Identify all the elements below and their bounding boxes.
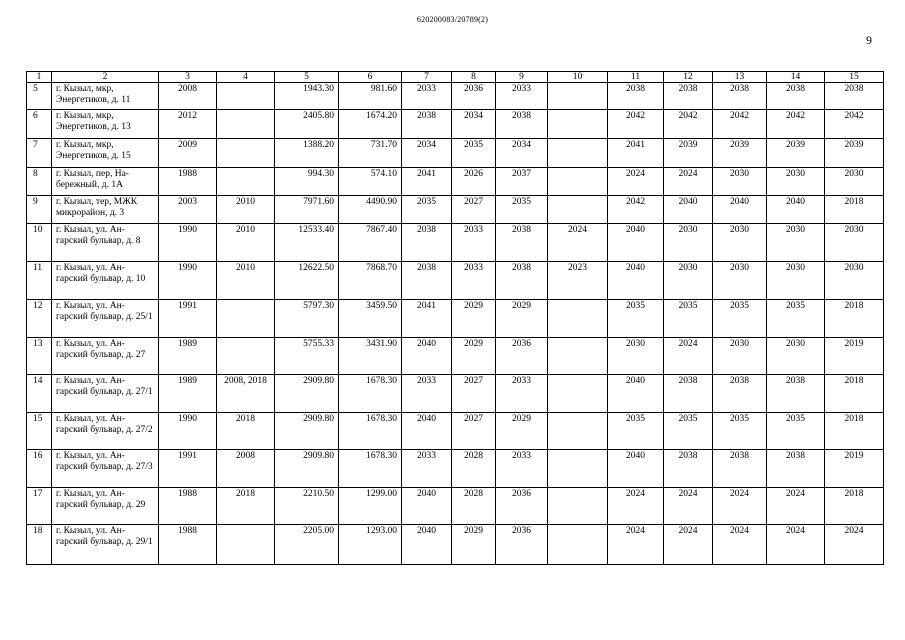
table-cell: 2038 bbox=[608, 83, 664, 110]
table-cell: 2030 bbox=[713, 262, 767, 300]
table-cell: 2008, 2018 bbox=[217, 375, 275, 413]
table-cell: 2033 bbox=[496, 450, 548, 488]
table-cell: 2029 bbox=[452, 525, 496, 565]
column-header: 15 bbox=[825, 72, 884, 83]
table-cell: 2038 bbox=[496, 224, 548, 262]
table-cell: 2035 bbox=[713, 300, 767, 338]
table-cell: 2008 bbox=[159, 83, 217, 110]
table-cell: 2030 bbox=[664, 224, 713, 262]
table-cell: 2023 bbox=[548, 262, 608, 300]
table-cell: 2038 bbox=[664, 450, 713, 488]
column-header: 5 bbox=[275, 72, 339, 83]
table-cell: 2024 bbox=[767, 488, 825, 525]
page-number: 9 bbox=[866, 33, 872, 47]
table-cell: 12622.50 bbox=[275, 262, 339, 300]
table-cell: 2035 bbox=[664, 300, 713, 338]
table-cell: 1388.20 bbox=[275, 139, 339, 168]
table-cell: 2038 bbox=[402, 262, 452, 300]
address-cell: г. Кызыл, ул. Ан-гарский бульвар, д. 25/1 bbox=[52, 300, 159, 338]
table-cell: 2042 bbox=[608, 196, 664, 224]
table-cell: 2041 bbox=[402, 300, 452, 338]
row-number: 8 bbox=[27, 168, 52, 196]
table-cell: 2035 bbox=[713, 413, 767, 450]
table-cell: 981.60 bbox=[339, 83, 402, 110]
table-cell: 994.30 bbox=[275, 168, 339, 196]
table-cell: 2003 bbox=[159, 196, 217, 224]
table-cell bbox=[548, 83, 608, 110]
table-cell bbox=[217, 139, 275, 168]
table-cell bbox=[548, 168, 608, 196]
table-cell: 2010 bbox=[217, 196, 275, 224]
table-cell: 1990 bbox=[159, 413, 217, 450]
row-number: 5 bbox=[27, 83, 52, 110]
table-cell: 2038 bbox=[767, 375, 825, 413]
table-cell: 7868.70 bbox=[339, 262, 402, 300]
table-cell: 1988 bbox=[159, 525, 217, 565]
table-cell: 2040 bbox=[608, 262, 664, 300]
table-cell: 1989 bbox=[159, 338, 217, 375]
table-cell: 2042 bbox=[767, 110, 825, 139]
table-cell: 2028 bbox=[452, 450, 496, 488]
table-row bbox=[27, 224, 884, 262]
table-cell: 7971.60 bbox=[275, 196, 339, 224]
table-cell: 2035 bbox=[664, 413, 713, 450]
column-header: 9 bbox=[496, 72, 548, 83]
table-cell: 2030 bbox=[713, 338, 767, 375]
table-cell: 2033 bbox=[452, 262, 496, 300]
column-header: 13 bbox=[713, 72, 767, 83]
table-cell bbox=[548, 300, 608, 338]
table-header-row bbox=[27, 72, 884, 83]
table-cell: 2030 bbox=[767, 262, 825, 300]
table-cell: 2029 bbox=[496, 413, 548, 450]
address-cell: г. Кызыл, ул. Ан-гарский бульвар, д. 27/3 bbox=[52, 450, 159, 488]
row-number: 17 bbox=[27, 488, 52, 525]
table-cell: 2024 bbox=[664, 168, 713, 196]
table-cell: 2040 bbox=[402, 488, 452, 525]
table-cell: 1943.30 bbox=[275, 83, 339, 110]
table-cell: 2042 bbox=[664, 110, 713, 139]
table-cell: 2035 bbox=[767, 300, 825, 338]
table-cell: 2040 bbox=[402, 338, 452, 375]
table-cell: 2024 bbox=[664, 525, 713, 565]
table-cell: 1990 bbox=[159, 224, 217, 262]
table-cell bbox=[548, 139, 608, 168]
table-cell: 2042 bbox=[608, 110, 664, 139]
table-cell: 2029 bbox=[452, 300, 496, 338]
table-cell: 1988 bbox=[159, 488, 217, 525]
table-cell: 2042 bbox=[825, 110, 884, 139]
table-cell: 2405.80 bbox=[275, 110, 339, 139]
table-cell: 2026 bbox=[452, 168, 496, 196]
table-cell: 2909.80 bbox=[275, 375, 339, 413]
table-cell: 2040 bbox=[402, 413, 452, 450]
table-cell: 2038 bbox=[664, 83, 713, 110]
table-cell bbox=[548, 110, 608, 139]
table-cell: 2034 bbox=[452, 110, 496, 139]
table-cell: 2038 bbox=[402, 110, 452, 139]
table-cell: 2040 bbox=[767, 196, 825, 224]
table-cell: 2034 bbox=[496, 139, 548, 168]
table-cell: 2033 bbox=[496, 83, 548, 110]
table-row bbox=[27, 450, 884, 488]
row-number: 18 bbox=[27, 525, 52, 565]
table-cell: 574.10 bbox=[339, 168, 402, 196]
table-cell: 2033 bbox=[402, 450, 452, 488]
column-header: 11 bbox=[608, 72, 664, 83]
table-cell: 2041 bbox=[608, 139, 664, 168]
table-cell: 2035 bbox=[452, 139, 496, 168]
table-cell: 2018 bbox=[217, 488, 275, 525]
table-cell: 2027 bbox=[452, 375, 496, 413]
table-cell: 2024 bbox=[713, 488, 767, 525]
table-cell: 2035 bbox=[767, 413, 825, 450]
table-cell: 1988 bbox=[159, 168, 217, 196]
table-cell: 3459.50 bbox=[339, 300, 402, 338]
table-cell: 2024 bbox=[608, 525, 664, 565]
table-cell: 2019 bbox=[825, 450, 884, 488]
table-cell: 2039 bbox=[664, 139, 713, 168]
table-cell: 1678.30 bbox=[339, 413, 402, 450]
column-header: 3 bbox=[159, 72, 217, 83]
table-cell: 2024 bbox=[664, 488, 713, 525]
table-cell: 2040 bbox=[608, 224, 664, 262]
table-cell: 2039 bbox=[825, 139, 884, 168]
table-cell: 2040 bbox=[608, 375, 664, 413]
table-cell: 2033 bbox=[402, 83, 452, 110]
table-row bbox=[27, 196, 884, 224]
table-cell: 1678.30 bbox=[339, 450, 402, 488]
address-cell: г. Кызыл, ул. Ан-гарский бульвар, д. 27/2 bbox=[52, 413, 159, 450]
column-header: 7 bbox=[402, 72, 452, 83]
table-cell: 2035 bbox=[496, 196, 548, 224]
table-cell: 1991 bbox=[159, 300, 217, 338]
table-cell: 2024 bbox=[713, 525, 767, 565]
table-cell: 2035 bbox=[608, 300, 664, 338]
table-row bbox=[27, 262, 884, 300]
table-cell: 2024 bbox=[825, 525, 884, 565]
table-cell bbox=[548, 196, 608, 224]
document-id: 620200083/20789(2) bbox=[416, 15, 489, 24]
table-cell: 2033 bbox=[496, 375, 548, 413]
table-cell bbox=[548, 375, 608, 413]
table-cell bbox=[548, 525, 608, 565]
table-cell: 2038 bbox=[664, 375, 713, 413]
column-header: 14 bbox=[767, 72, 825, 83]
table-row bbox=[27, 338, 884, 375]
column-header: 8 bbox=[452, 72, 496, 83]
table-cell: 5797.30 bbox=[275, 300, 339, 338]
table-cell: 2205.00 bbox=[275, 525, 339, 565]
table-row bbox=[27, 110, 884, 139]
table-cell bbox=[217, 83, 275, 110]
table-cell: 2039 bbox=[767, 139, 825, 168]
table-cell: 2024 bbox=[664, 338, 713, 375]
table-cell: 4490.90 bbox=[339, 196, 402, 224]
table-row bbox=[27, 375, 884, 413]
table-cell: 2042 bbox=[713, 110, 767, 139]
table-cell: 2030 bbox=[825, 262, 884, 300]
row-number: 13 bbox=[27, 338, 52, 375]
table-cell: 2036 bbox=[496, 525, 548, 565]
table-cell: 2038 bbox=[825, 83, 884, 110]
table-cell bbox=[217, 338, 275, 375]
table-cell: 2909.80 bbox=[275, 450, 339, 488]
table-cell: 2029 bbox=[452, 338, 496, 375]
table-cell: 2040 bbox=[713, 196, 767, 224]
table-row bbox=[27, 525, 884, 565]
address-cell: г. Кызыл, ул. Ан-гарский бульвар, д. 8 bbox=[52, 224, 159, 262]
table-cell: 2027 bbox=[452, 413, 496, 450]
table-cell: 2030 bbox=[767, 168, 825, 196]
table-cell: 2030 bbox=[713, 224, 767, 262]
address-cell: г. Кызыл, ул. Ан-гарский бульвар, д. 10 bbox=[52, 262, 159, 300]
table-cell: 2018 bbox=[825, 413, 884, 450]
table-cell: 3431.90 bbox=[339, 338, 402, 375]
address-cell: г. Кызыл, мкр, Энергетиков, д. 11 bbox=[52, 83, 159, 110]
table-cell: 2024 bbox=[767, 525, 825, 565]
table-cell: 2030 bbox=[767, 338, 825, 375]
table-cell: 2024 bbox=[608, 488, 664, 525]
table-cell: 2038 bbox=[496, 110, 548, 139]
table-cell: 2018 bbox=[825, 300, 884, 338]
table-cell: 2030 bbox=[825, 168, 884, 196]
table-cell: 2040 bbox=[402, 525, 452, 565]
housing-table bbox=[26, 71, 884, 565]
table-cell: 2038 bbox=[496, 262, 548, 300]
address-cell: г. Кызыл, тер, МЖК микрорайон, д. 3 bbox=[52, 196, 159, 224]
table-cell: 2033 bbox=[402, 375, 452, 413]
table-cell: 2028 bbox=[452, 488, 496, 525]
table-cell bbox=[548, 488, 608, 525]
table-cell: 2009 bbox=[159, 139, 217, 168]
table-cell: 2909.80 bbox=[275, 413, 339, 450]
row-number: 6 bbox=[27, 110, 52, 139]
table-row bbox=[27, 413, 884, 450]
table-cell: 2030 bbox=[608, 338, 664, 375]
table-cell: 2036 bbox=[496, 338, 548, 375]
column-header: 10 bbox=[548, 72, 608, 83]
column-header: 4 bbox=[217, 72, 275, 83]
table-cell: 2010 bbox=[217, 262, 275, 300]
table-cell: 2035 bbox=[402, 196, 452, 224]
table-cell bbox=[217, 168, 275, 196]
table-cell: 2041 bbox=[402, 168, 452, 196]
table-cell bbox=[217, 525, 275, 565]
table-cell: 2033 bbox=[452, 224, 496, 262]
table-cell: 2018 bbox=[825, 196, 884, 224]
table-row bbox=[27, 488, 884, 525]
table-cell: 2210.50 bbox=[275, 488, 339, 525]
column-header: 6 bbox=[339, 72, 402, 83]
table-cell: 2008 bbox=[217, 450, 275, 488]
table-cell: 1674.20 bbox=[339, 110, 402, 139]
column-header: 12 bbox=[664, 72, 713, 83]
table-cell: 2018 bbox=[217, 413, 275, 450]
table-cell: 7867.40 bbox=[339, 224, 402, 262]
row-number: 15 bbox=[27, 413, 52, 450]
table-cell: 731.70 bbox=[339, 139, 402, 168]
row-number: 16 bbox=[27, 450, 52, 488]
table-cell: 1989 bbox=[159, 375, 217, 413]
table-cell: 2030 bbox=[664, 262, 713, 300]
table-cell: 2034 bbox=[402, 139, 452, 168]
table-cell: 2038 bbox=[767, 450, 825, 488]
row-number: 14 bbox=[27, 375, 52, 413]
table-cell: 2039 bbox=[713, 139, 767, 168]
table-cell: 2030 bbox=[713, 168, 767, 196]
table-row bbox=[27, 83, 884, 110]
row-number: 11 bbox=[27, 262, 52, 300]
table-cell: 2038 bbox=[713, 375, 767, 413]
table-row bbox=[27, 168, 884, 196]
column-header: 2 bbox=[52, 72, 159, 83]
address-cell: г. Кызыл, мкр, Энергетиков, д. 13 bbox=[52, 110, 159, 139]
table-row bbox=[27, 300, 884, 338]
table-cell: 2035 bbox=[608, 413, 664, 450]
table-cell: 1991 bbox=[159, 450, 217, 488]
table-cell: 2038 bbox=[713, 450, 767, 488]
address-cell: г. Кызыл, мкр, Энергетиков, д. 15 bbox=[52, 139, 159, 168]
address-cell: г. Кызыл, ул. Ан-гарский бульвар, д. 27 bbox=[52, 338, 159, 375]
table-cell: 2038 bbox=[713, 83, 767, 110]
table-cell: 12533.40 bbox=[275, 224, 339, 262]
row-number: 7 bbox=[27, 139, 52, 168]
table-cell: 2012 bbox=[159, 110, 217, 139]
table-cell: 2040 bbox=[664, 196, 713, 224]
table-cell bbox=[217, 110, 275, 139]
table-row bbox=[27, 139, 884, 168]
row-number: 10 bbox=[27, 224, 52, 262]
table-cell bbox=[548, 413, 608, 450]
table-cell: 2018 bbox=[825, 488, 884, 525]
table-cell: 2030 bbox=[767, 224, 825, 262]
table-cell: 2027 bbox=[452, 196, 496, 224]
address-cell: г. Кызыл, ул. Ан-гарский бульвар, д. 29/1 bbox=[52, 525, 159, 565]
address-cell: г. Кызыл, пер, На-бережный, д. 1А bbox=[52, 168, 159, 196]
row-number: 9 bbox=[27, 196, 52, 224]
address-cell: г. Кызыл, ул. Ан-гарский бульвар, д. 27/1 bbox=[52, 375, 159, 413]
table-cell: 1990 bbox=[159, 262, 217, 300]
table-cell: 2019 bbox=[825, 338, 884, 375]
column-header: 1 bbox=[27, 72, 52, 83]
table-cell: 2038 bbox=[767, 83, 825, 110]
table-cell: 2038 bbox=[402, 224, 452, 262]
table-cell: 2037 bbox=[496, 168, 548, 196]
table-cell: 2036 bbox=[452, 83, 496, 110]
table-cell: 1299.00 bbox=[339, 488, 402, 525]
row-number: 12 bbox=[27, 300, 52, 338]
table-cell: 2024 bbox=[548, 224, 608, 262]
table-cell bbox=[548, 450, 608, 488]
table-cell: 1293.00 bbox=[339, 525, 402, 565]
table-cell: 1678.30 bbox=[339, 375, 402, 413]
table-cell: 2010 bbox=[217, 224, 275, 262]
table-cell: 2018 bbox=[825, 375, 884, 413]
table-cell: 2024 bbox=[608, 168, 664, 196]
address-cell: г. Кызыл, ул. Ан-гарский бульвар, д. 29 bbox=[52, 488, 159, 525]
table-cell: 5755.33 bbox=[275, 338, 339, 375]
table-cell: 2029 bbox=[496, 300, 548, 338]
table-cell: 2040 bbox=[608, 450, 664, 488]
table-cell bbox=[548, 338, 608, 375]
table-cell: 2036 bbox=[496, 488, 548, 525]
table-cell: 2030 bbox=[825, 224, 884, 262]
table-cell bbox=[217, 300, 275, 338]
